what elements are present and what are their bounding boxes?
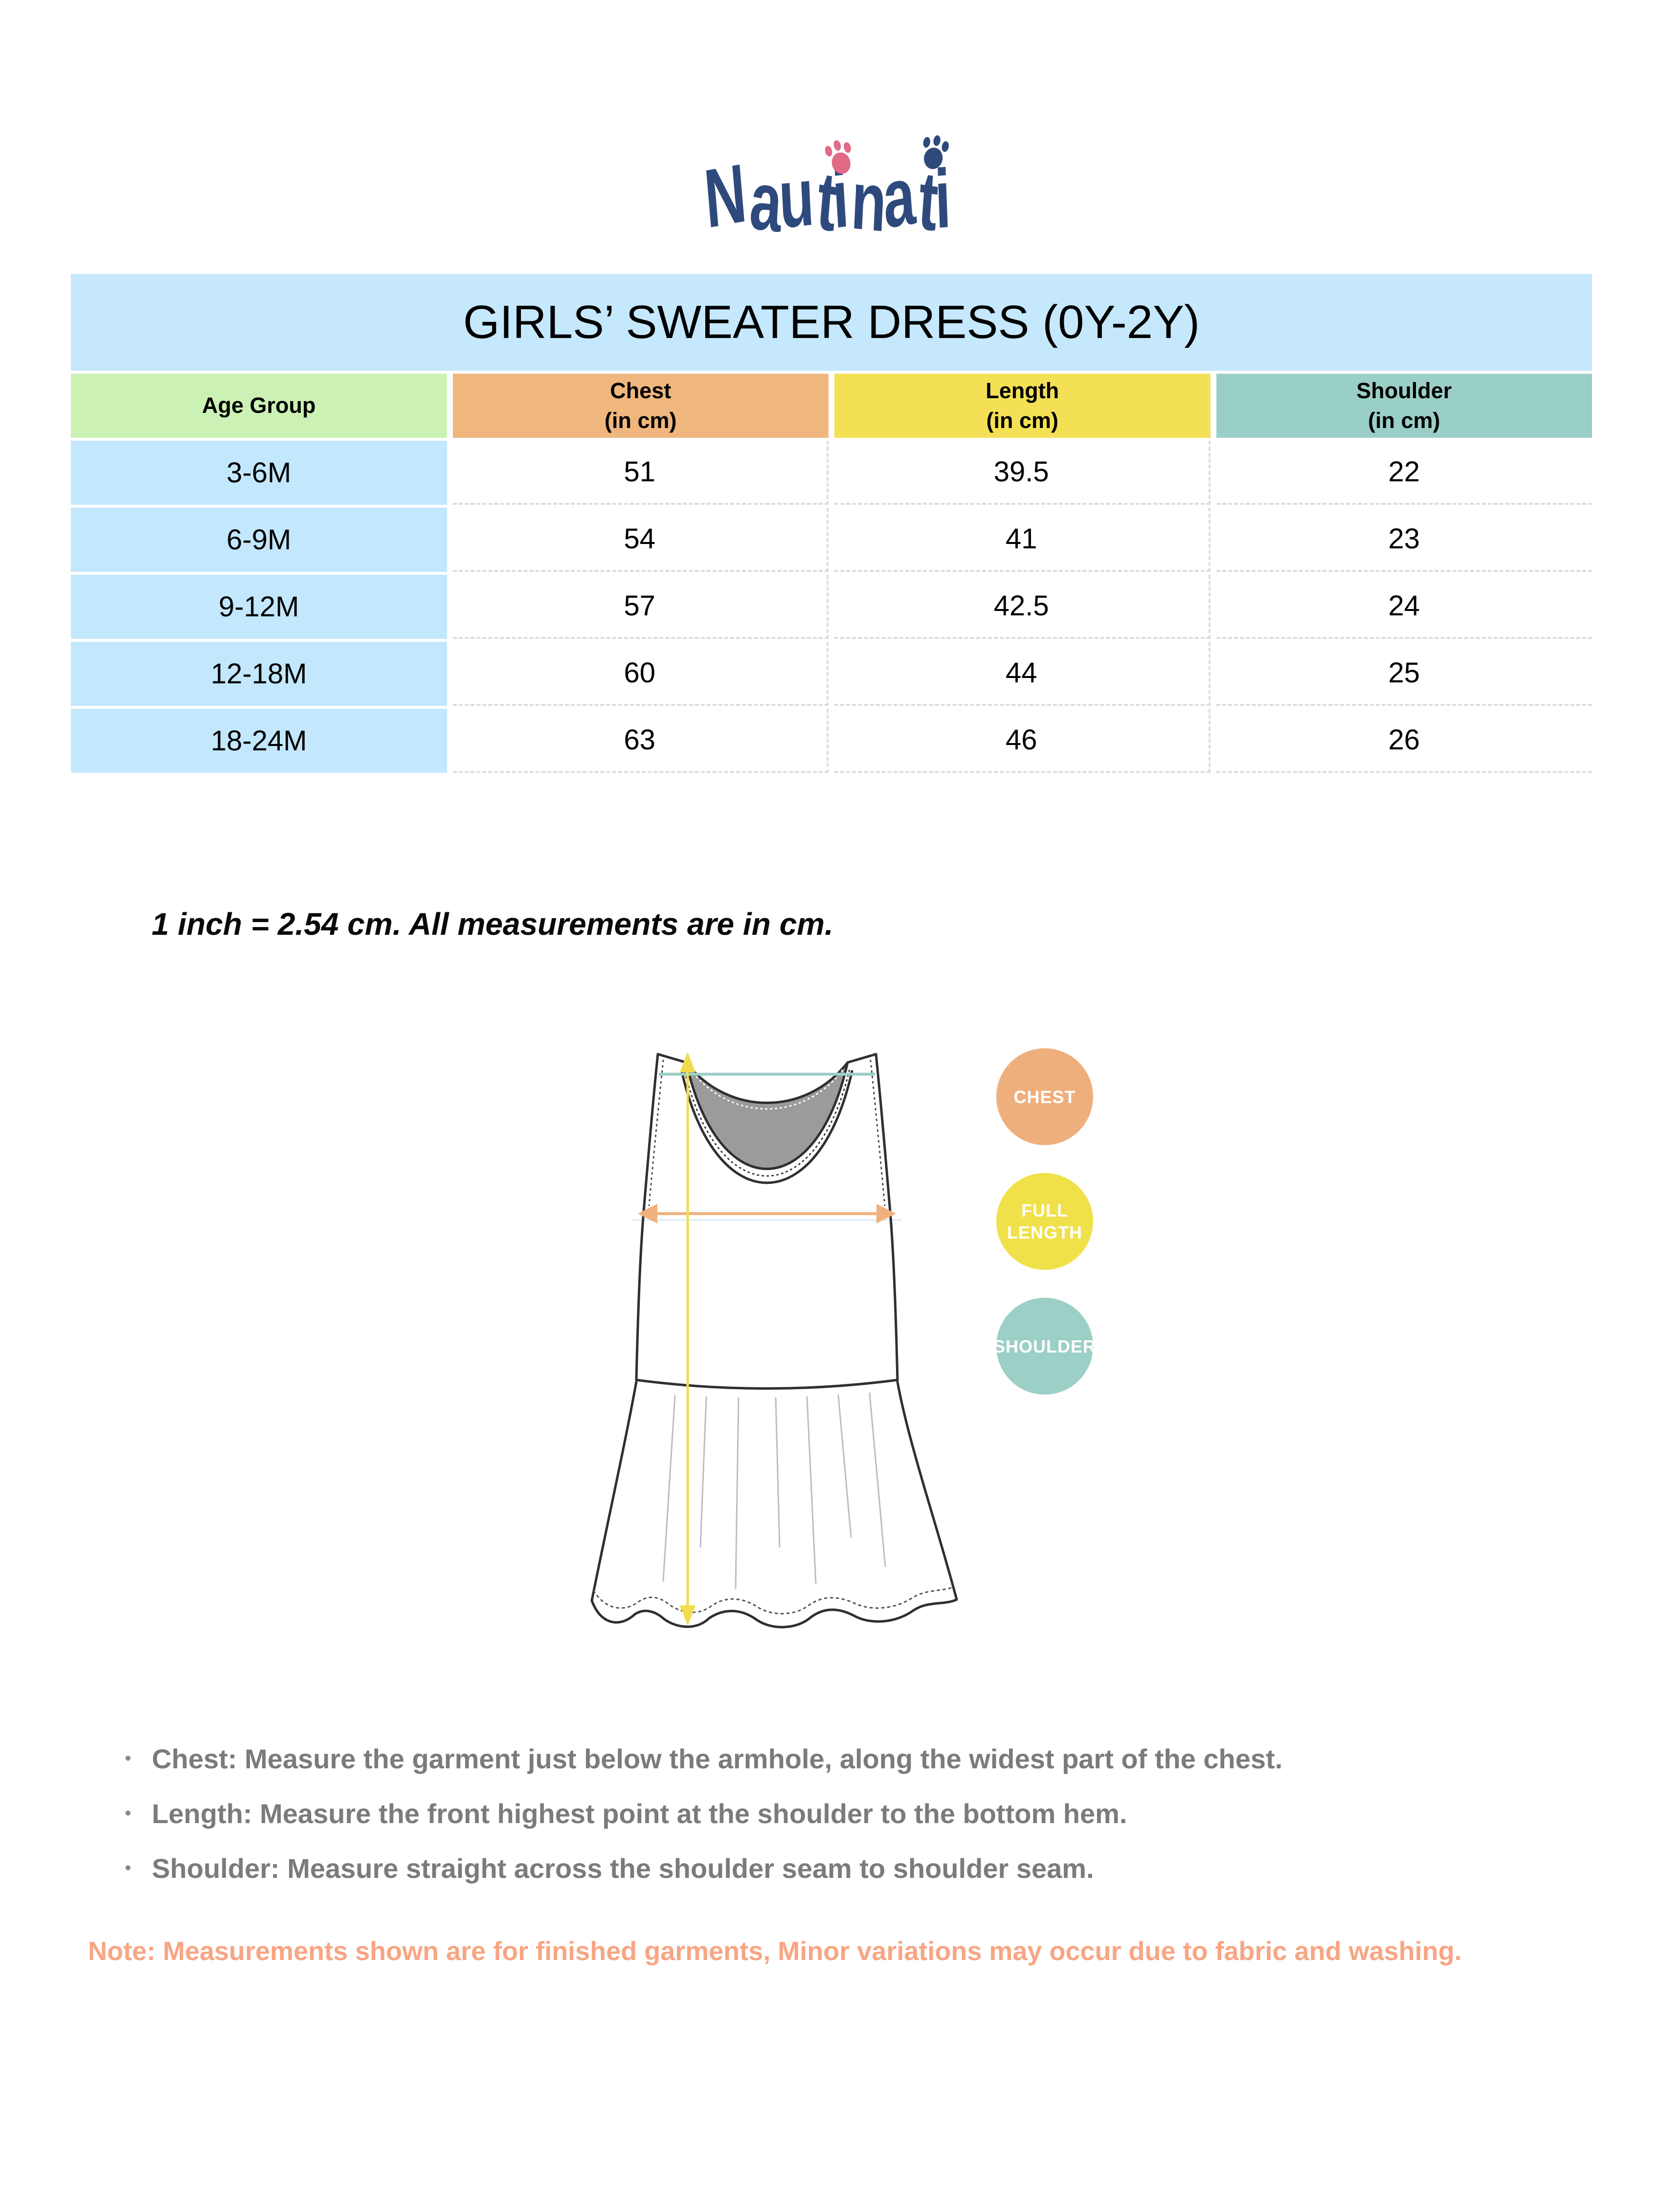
length-value: 41 <box>834 508 1211 572</box>
age-cell: 9-12M <box>71 575 447 639</box>
column-header-unit: (in cm) <box>986 407 1058 433</box>
list-item <box>125 1852 1282 1884</box>
dress-diagram <box>586 1048 963 1635</box>
column-header-label: Chest <box>610 378 672 403</box>
legend-label: CHEST <box>1013 1086 1076 1107</box>
measure-legend <box>993 1048 1097 1422</box>
shoulder-value: 23 <box>1216 508 1592 572</box>
age-cell: 6-9M <box>71 508 447 572</box>
chest-value: 57 <box>453 575 829 639</box>
legend-full-length-badge <box>996 1173 1093 1270</box>
length-value: 39.5 <box>834 441 1211 505</box>
length-value: 42.5 <box>834 575 1211 639</box>
instruction-text: Length: Measure the front highest point at the shoulder to the bottom hem. <box>152 1798 1127 1829</box>
column-header-unit: (in cm) <box>604 407 677 433</box>
shoulder-value: 25 <box>1216 642 1592 706</box>
age-cell: 12-18M <box>71 642 447 706</box>
bullet-icon: • <box>125 1803 132 1824</box>
legend-label: FULL <box>1021 1200 1068 1220</box>
brand-logo <box>693 107 966 253</box>
shoulder-value: 26 <box>1216 709 1592 773</box>
size-chart-table <box>71 274 1592 773</box>
chest-value: 54 <box>453 508 829 572</box>
shoulder-value: 24 <box>1216 575 1592 639</box>
skirt-gather-lines <box>663 1393 885 1588</box>
column-header-label: Length <box>986 378 1059 403</box>
brand-logo-text: Nautinati <box>698 146 960 250</box>
column-header-label: Age Group <box>202 393 316 418</box>
chest-value: 51 <box>453 441 829 505</box>
legend-label: SHOULDER <box>993 1336 1097 1356</box>
column-header-chest <box>453 374 829 438</box>
dress-back-neck-panel <box>686 1062 848 1169</box>
bullet-icon: • <box>125 1858 132 1878</box>
bullet-icon: • <box>125 1748 132 1769</box>
legend-label: LENGTH <box>1007 1222 1082 1242</box>
instruction-text: Chest: Measure the garment just below the armhole, along the widest part of the chest. <box>152 1743 1283 1774</box>
age-cell: 3-6M <box>71 441 447 505</box>
legend-shoulder-badge <box>993 1298 1097 1395</box>
instruction-text: Shoulder: Measure straight across the shoulder seam to shoulder seam. <box>152 1853 1094 1884</box>
length-value: 46 <box>834 709 1211 773</box>
list-item <box>125 1798 1282 1829</box>
chest-value: 60 <box>453 642 829 706</box>
measurement-instructions <box>125 1743 1282 1907</box>
shoulder-value: 22 <box>1216 441 1592 505</box>
conversion-note: 1 inch = 2.54 cm. All measurements are in cm. <box>152 906 833 942</box>
garment-variation-note: Note: Measurements shown are for finished garments, Minor variations may occur due to fabric and washing. <box>88 1937 1462 1966</box>
table-title: GIRLS’ SWEATER DRESS (0Y-2Y) <box>71 274 1592 371</box>
column-header-label: Shoulder <box>1356 378 1452 403</box>
legend-chest-badge <box>996 1048 1093 1145</box>
chest-value: 63 <box>453 709 829 773</box>
age-cell: 18-24M <box>71 709 447 773</box>
column-header-shoulder <box>1216 374 1592 438</box>
column-header-length <box>834 374 1211 438</box>
column-header-unit: (in cm) <box>1368 407 1440 433</box>
length-value: 44 <box>834 642 1211 706</box>
column-header-age-group <box>71 374 447 438</box>
list-item <box>125 1743 1282 1775</box>
